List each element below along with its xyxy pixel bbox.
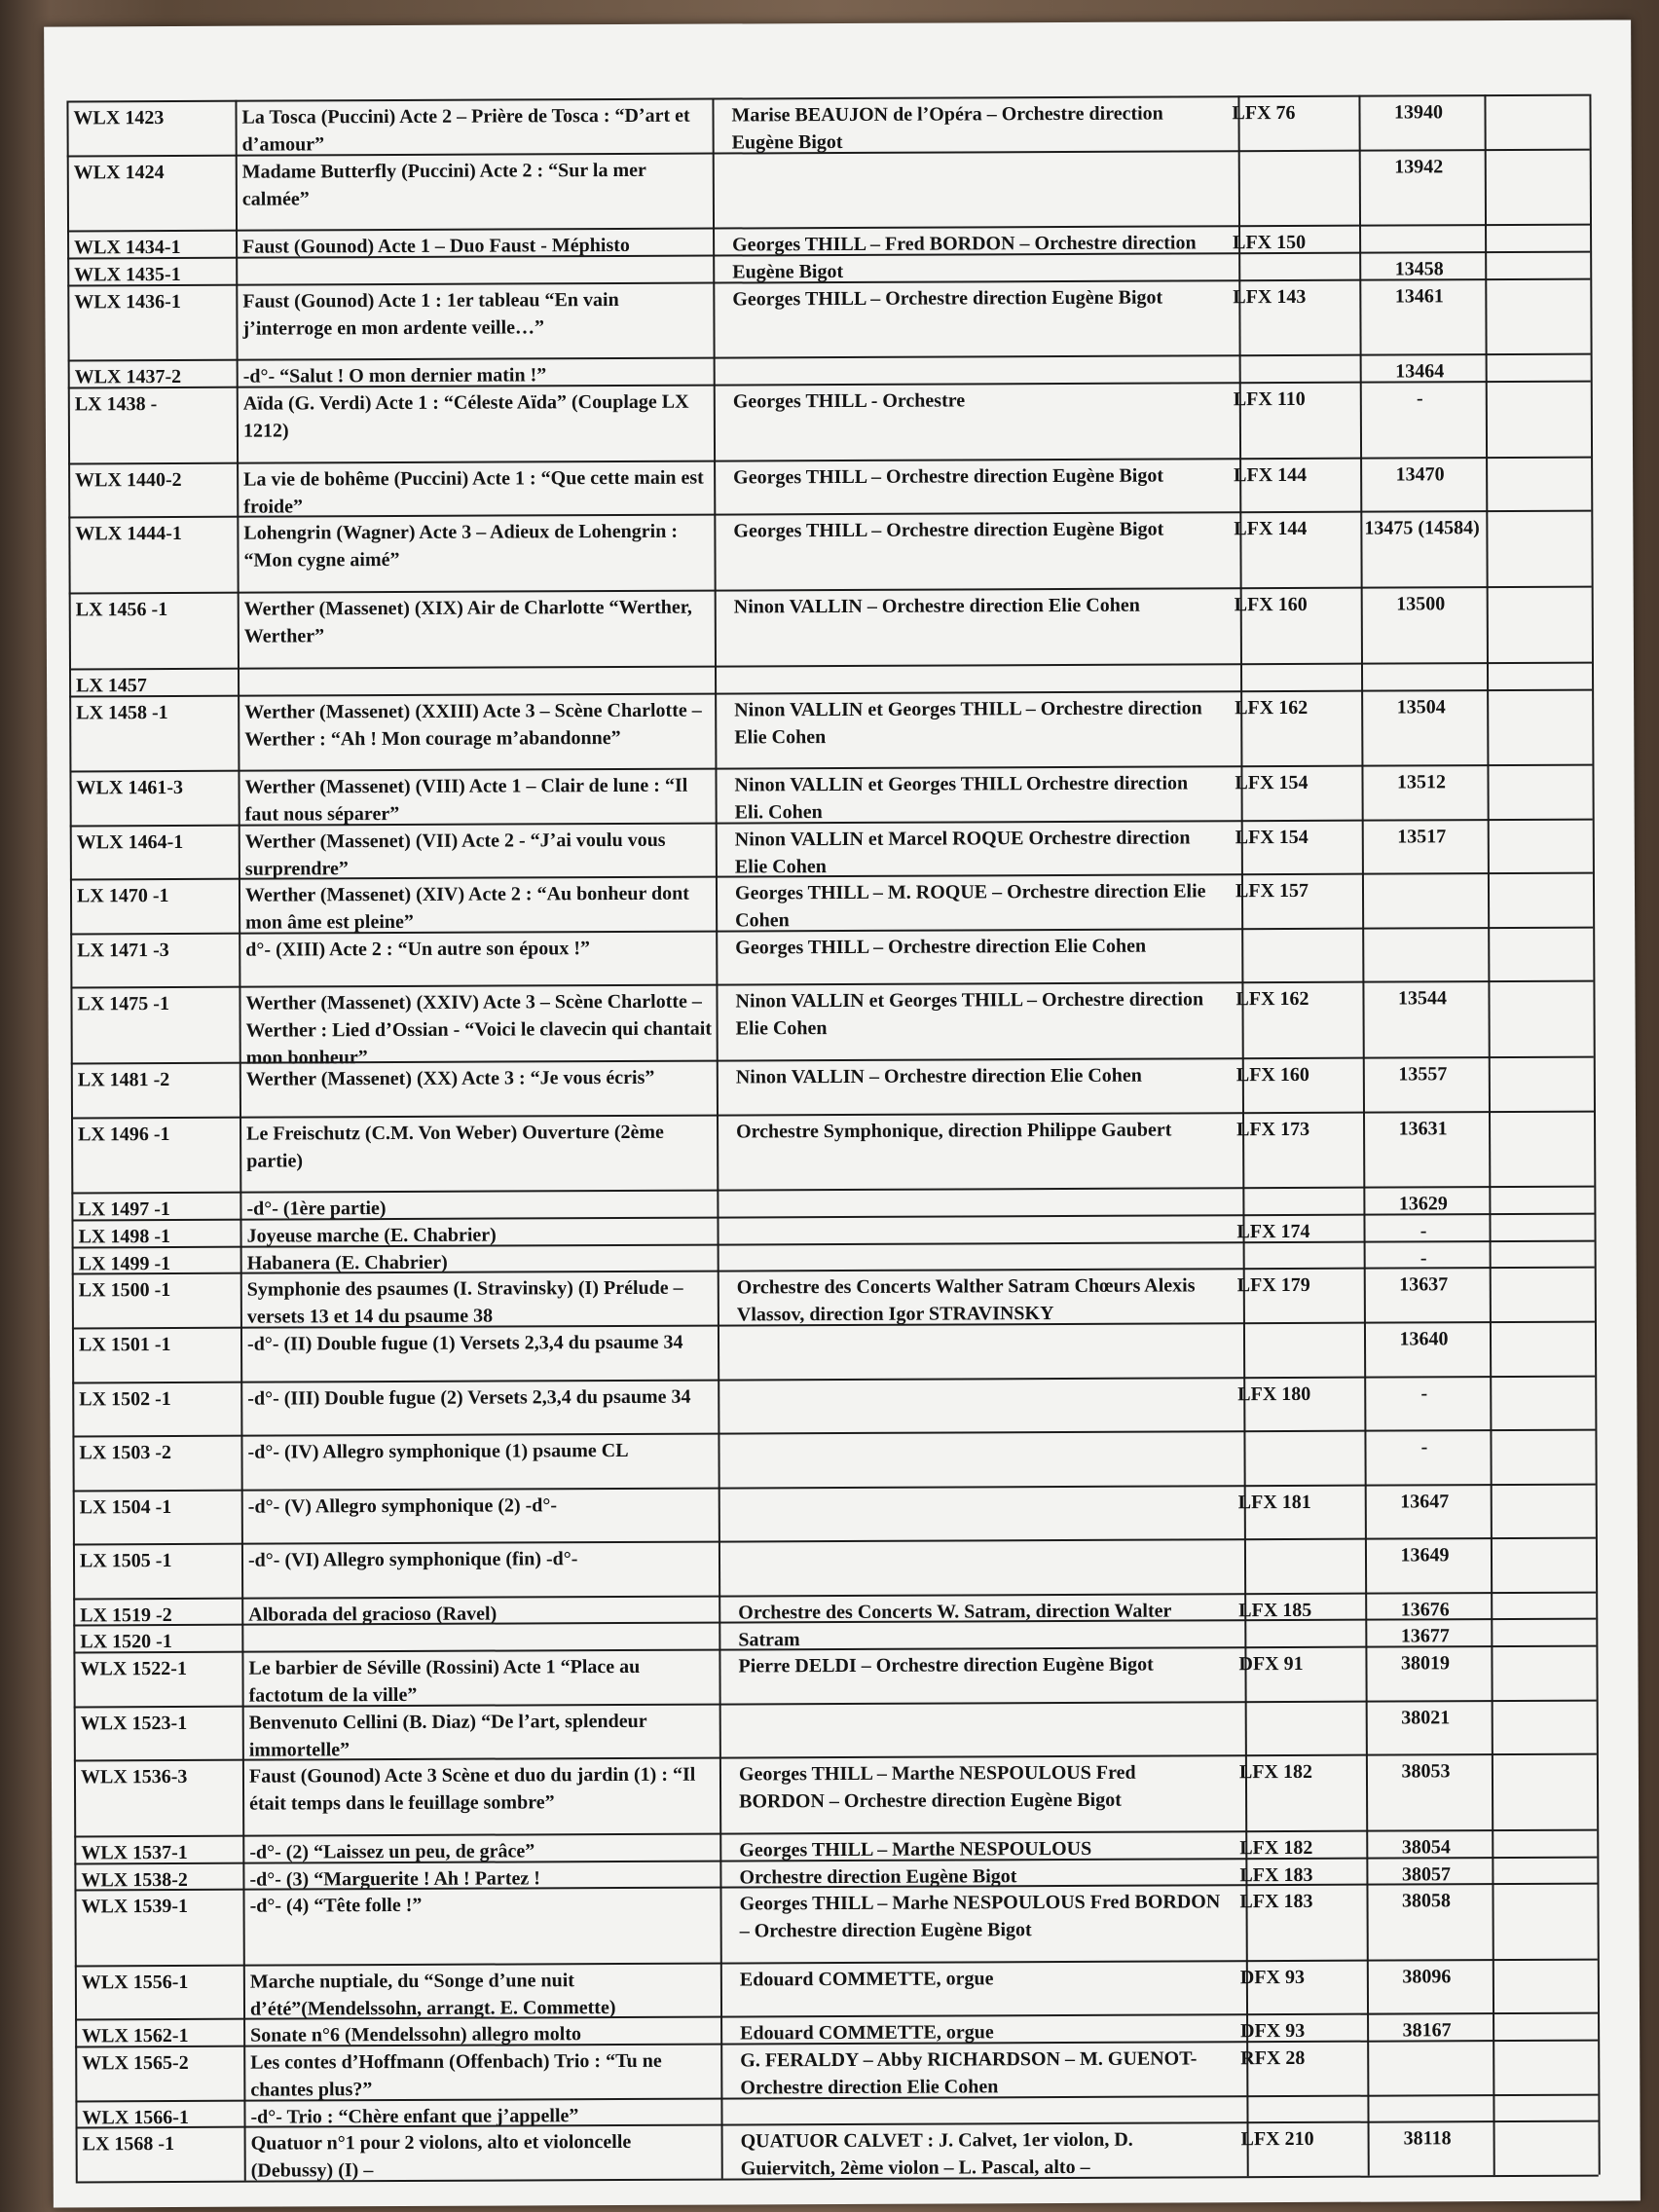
performers-cell	[736, 1218, 1223, 1235]
matrix-number-cell: WLX 1440-2	[75, 468, 182, 492]
work-title-cell: Faust (Gounod) Acte 3 Scène et duo du jardin (1) : “Il était temps dans le feuillage sombre”	[248, 1763, 696, 1815]
table-row	[76, 2120, 1599, 2181]
disc-number-cell: LFX 143	[1233, 285, 1307, 308]
performers-cell: Georges THILL – Marthe NESPOULOUS Fred BORDON – Orchestre direction Eugène Bigot	[738, 1761, 1136, 1813]
table-row	[73, 1537, 1596, 1598]
table-row	[72, 1375, 1595, 1435]
catalogue-number-cell	[1365, 666, 1477, 682]
disc-number-cell: DFX 93	[1239, 1966, 1306, 1989]
table-row	[67, 148, 1590, 231]
disc-number-cell	[1233, 256, 1359, 273]
work-title-cell	[248, 1626, 716, 1643]
table-row	[74, 1753, 1597, 1836]
catalogue-number-cell: 13517	[1397, 826, 1447, 848]
matrix-number-cell: LX 1496 -1	[78, 1123, 170, 1145]
performers-cell	[740, 2099, 1227, 2117]
matrix-number-cell: WLX 1522-1	[80, 1657, 187, 1680]
catalogue-number-cell	[1366, 876, 1478, 912]
table-row	[70, 980, 1593, 1069]
catalogue-number-cell: 13475 (14584)	[1364, 517, 1480, 540]
catalogue-number-cell: 38054	[1401, 1836, 1451, 1859]
work-title-cell: Joyeuse marche (E. Chabrier)	[246, 1224, 497, 1247]
disc-number-cell: LFX 144	[1234, 463, 1308, 487]
disc-number-cell	[1240, 2098, 1367, 2115]
matrix-number-cell: WLX 1565-2	[82, 2052, 189, 2075]
performers-cell	[739, 1705, 1226, 1742]
catalogue-number-cell: 38058	[1401, 1890, 1452, 1912]
matrix-number-cell: WLX 1461-3	[76, 777, 184, 799]
disc-number-cell	[1237, 1244, 1364, 1261]
performers-cell: Ninon VALLIN – Orchestre direction Elie Cohen	[735, 1064, 1142, 1088]
disc-number-cell	[1237, 1326, 1364, 1362]
disc-number-cell: LFX 183	[1239, 1863, 1313, 1886]
work-title-cell: Benvenuto Cellini (B. Diaz) “De l’art, splendeur immortelle”	[248, 1710, 647, 1761]
catalogue-number-cell: 38118	[1403, 2127, 1452, 2150]
disc-number-cell: LFX 162	[1235, 988, 1309, 1011]
disc-number-cell	[1238, 1623, 1365, 1640]
performers-cell	[737, 1434, 1224, 1471]
performers-cell	[736, 1192, 1223, 1209]
matrix-number-cell: WLX 1435-1	[74, 263, 181, 286]
matrix-number-cell: LX 1505 -1	[79, 1550, 172, 1572]
matrix-number-cell: WLX 1539-1	[81, 1896, 189, 1918]
catalogue-number-cell: 38021	[1401, 1706, 1451, 1729]
disc-number-cell: LFX 110	[1233, 388, 1306, 411]
performers-cell: Orchestre des Concerts W. Satram, direction Walter Satram	[738, 1600, 1172, 1650]
catalogue-number-cell	[1366, 931, 1478, 967]
performers-cell	[738, 1624, 1225, 1641]
performers-cell	[732, 154, 1219, 206]
matrix-number-cell: WLX 1538-2	[81, 1868, 188, 1891]
matrix-number-cell: WLX 1434-1	[74, 237, 181, 259]
performers-cell: Ninon VALLIN et Marcel ROQUE Orchestre direction Elie Cohen	[734, 827, 1191, 878]
table-row	[70, 818, 1593, 878]
disc-number-cell: LFX 144	[1234, 518, 1308, 540]
catalogue-number-cell: 38019	[1400, 1652, 1451, 1675]
table-row	[72, 1429, 1595, 1490]
table-row	[73, 1483, 1596, 1543]
catalogue-number-cell: 13677	[1400, 1625, 1450, 1647]
work-title-cell: -d°- Trio : “Chère enfant que j’appelle”	[250, 2104, 579, 2128]
work-title-cell: Werther (Massenet) (VII) Acte 2 - “J’ai voulu vous surprendre”	[244, 829, 666, 880]
table-row	[72, 1321, 1595, 1382]
matrix-number-cell: LX 1457	[76, 674, 147, 697]
disc-number-cell: RFX 28	[1240, 2047, 1306, 2070]
catalogue-number-cell: -	[1419, 1247, 1427, 1270]
table-row	[66, 94, 1589, 155]
disc-number-cell	[1236, 1191, 1363, 1207]
performers-cell: Ninon VALLIN et Georges THILL – Orchestre direction Elie Cohen	[735, 988, 1204, 1040]
disc-number-cell: LFX 173	[1236, 1118, 1310, 1140]
performers-cell: Orchestre direction Eugène Bigot	[739, 1864, 1017, 1888]
table-row	[69, 688, 1592, 771]
catalogue-number-cell: 13629	[1398, 1193, 1448, 1215]
work-title-cell: Werther (Massenet) (XXIV) Acte 3 – Scène Charlotte – Werther : Lied d’Ossian - “Voici le clavecin qui chantait mon bonheur”	[245, 990, 713, 1069]
performers-cell	[733, 359, 1220, 377]
work-title-cell: -d°- “Salut ! O mon dernier matin !”	[242, 364, 547, 388]
catalogue-number-cell: 13458	[1394, 258, 1444, 280]
matrix-number-cell: LX 1475 -1	[77, 993, 170, 1015]
disc-number-cell: DFX 93	[1240, 2020, 1306, 2043]
work-title-cell: -d°- (3) “Marguerite ! Ah ! Partez !	[249, 1866, 540, 1891]
disc-number-cell: LFX 181	[1237, 1491, 1311, 1513]
catalogue-number-cell	[1371, 2044, 1483, 2080]
work-title-cell: Werther (Massenet) (XIX) Air de Charlotte “Werther, Werther”	[243, 596, 692, 647]
work-title-cell: Werther (Massenet) (XXIII) Acte 3 – Scène Charlotte – Werther : “Ah ! Mon courage m’abandonne”	[244, 699, 702, 751]
performers-cell: Georges THILL – Orchestre direction Elie Cohen	[735, 935, 1147, 959]
work-title-cell	[242, 259, 710, 276]
work-title-cell: -d°- (4) “Tête folle !”	[249, 1895, 423, 1917]
work-title-cell: Marche nuptiale, du “Songe d’une nuit d’été”(Mendelssohn, arrangt. E. Commette)	[249, 1970, 616, 2020]
disc-number-cell	[1237, 1434, 1364, 1470]
disc-number-cell: LFX 182	[1239, 1836, 1313, 1859]
performers-cell: Georges THILL – M. ROQUE – Orchestre direction Elie Cohen	[734, 880, 1206, 932]
work-title-cell: La vie de bohême (Puccini) Acte 1 : “Que cette main est froide”	[243, 466, 704, 518]
disc-number-cell: LFX 76	[1232, 101, 1296, 125]
matrix-number-cell: WLX 1464-1	[76, 830, 184, 854]
catalogue-number-cell: 13461	[1394, 285, 1444, 308]
catalogue-number-cell	[1371, 2098, 1483, 2115]
disc-number-cell: LFX 160	[1235, 1063, 1309, 1087]
work-title-cell: -d°- (VI) Allegro symphonique (fin) -d°-	[247, 1548, 578, 1571]
performers-cell: Ninon VALLIN et Georges THILL – Orchestre direction Elie Cohen	[734, 696, 1202, 749]
table-row	[68, 510, 1591, 593]
catalogue-number-cell: 38167	[1402, 2019, 1452, 2042]
table-row	[69, 586, 1592, 669]
performers-cell: Ninon VALLIN et Georges THILL Orchestre direction Eli. Cohen	[734, 772, 1189, 824]
matrix-number-cell: LX 1481 -2	[77, 1069, 170, 1091]
work-title-cell: Lohengrin (Wagner) Acte 3 – Adieux de Lohengrin : “Mon cygne aimé”	[243, 521, 679, 572]
matrix-number-cell: WLX 1424	[73, 161, 165, 183]
catalogue-number-cell: 13647	[1400, 1490, 1450, 1513]
table-row	[73, 1645, 1596, 1706]
matrix-number-cell: LX 1519 -2	[80, 1604, 172, 1626]
work-title-cell: Habanera (E. Chabrier)	[246, 1251, 448, 1274]
work-title-cell: Werther (Massenet) (XIV) Acte 2 : “Au bonheur dont mon âme est pleine”	[244, 882, 689, 934]
disc-number-cell	[1235, 666, 1361, 682]
matrix-number-cell: LX 1458 -1	[76, 701, 168, 723]
performers-cell: Ninon VALLIN – Orchestre direction Elie Cohen	[733, 594, 1140, 618]
matrix-number-cell: LX 1470 -1	[76, 885, 169, 907]
matrix-number-cell: WLX 1423	[73, 107, 165, 129]
disc-number-cell	[1238, 1542, 1365, 1578]
disc-number-cell: LFX 150	[1233, 232, 1307, 254]
catalogue-number-cell: -	[1419, 1220, 1427, 1242]
performers-cell: Edouard COMMETTE, orgue	[739, 1968, 994, 1991]
catalogue-number-cell: 13940	[1393, 101, 1444, 124]
performers-cell: Georges THILL – Marhe NESPOULOUS Fred BORDON – Orchestre direction Eugène Bigot	[739, 1891, 1221, 1942]
catalogue-number-cell: 13640	[1399, 1328, 1449, 1350]
work-title-cell: Sonate n°6 (Mendelssohn) allegro molto	[250, 2023, 582, 2047]
catalogue-number-cell: 13500	[1396, 593, 1446, 615]
performers-cell: Orchestre Symphonique, direction Philippe Gaubert	[736, 1119, 1172, 1142]
work-title-cell: -d°- (II) Double fugue (1) Versets 2,3,4 du psaume 34	[246, 1331, 683, 1355]
catalogue-number-cell: 13637	[1399, 1273, 1449, 1296]
matrix-number-cell: LX 1503 -2	[79, 1442, 172, 1464]
table-row	[74, 1699, 1597, 1759]
work-title-cell: Werther (Massenet) (XX) Acte 3 : “Je vous écris”	[245, 1066, 655, 1090]
work-title-cell: Aïda (G. Verdi) Acte 1 : “Céleste Aïda” (Couplage LX 1212)	[242, 390, 689, 442]
disc-number-cell: LFX 180	[1237, 1382, 1311, 1405]
catalogue-number-cell: 13504	[1396, 695, 1446, 719]
matrix-number-cell: LX 1498 -1	[78, 1225, 171, 1248]
performers-cell: G. FERALDY – Abby RICHARDSON – M. GUENOT- Orchestre direction Elie Cohen	[740, 2047, 1198, 2099]
performers-cell: QUATUOR CALVET : J. Calvet, 1er violon, D. Guiervitch, 2ème violon – L. Pascal, alto –	[740, 2129, 1133, 2180]
work-title-cell: Le Freischutz (C.M. Von Weber) Ouverture (2ème partie)	[246, 1121, 664, 1172]
work-title-cell: Le barbier de Séville (Rossini) Acte 1 “Place au factotum de la ville”	[248, 1655, 641, 1707]
catalogue-number-cell: 38096	[1402, 1966, 1452, 1988]
disc-number-cell: LFX 162	[1235, 696, 1309, 719]
performers-cell: Pierre DELDI – Orchestre direction Eugène Bigot	[738, 1653, 1154, 1677]
catalogue-number-cell: 13470	[1395, 463, 1445, 486]
disc-number-cell	[1235, 931, 1362, 967]
catalogue-number-cell: 13512	[1396, 771, 1447, 793]
matrix-number-cell: WLX 1562-1	[82, 2025, 189, 2047]
performers-cell	[732, 256, 1219, 274]
work-title-cell: -d°- (V) Allegro symphonique (2) -d°-	[247, 1493, 558, 1518]
disc-number-cell: LFX 183	[1239, 1891, 1313, 1913]
discography-table	[66, 94, 1598, 2182]
work-title-cell: -d°- (1ère partie)	[246, 1198, 387, 1220]
matrix-number-cell: WLX 1536-3	[80, 1765, 188, 1788]
catalogue-number-cell: -	[1420, 1436, 1428, 1458]
disc-number-cell: LFX 154	[1235, 826, 1309, 849]
work-title-cell: Alborada del gracioso (Ravel)	[248, 1603, 498, 1626]
catalogue-number-cell: 13676	[1400, 1598, 1450, 1621]
performers-cell	[738, 1542, 1225, 1579]
table-row	[67, 277, 1590, 360]
performers-cell: Orchestre des Concerts Walther Satram Chœurs Alexis Vlassov, direction Igor STRAVINSKY	[736, 1274, 1196, 1326]
performers-cell: Georges THILL – Orchestre direction Eugène Bigot	[733, 518, 1164, 542]
disc-number-cell: LFX 154	[1235, 772, 1309, 794]
performers-cell: Georges THILL – Fred BORDON – Orchestre direction Eugène Bigot	[732, 232, 1197, 283]
catalogue-number-cell: 38057	[1401, 1862, 1451, 1885]
matrix-number-cell: LX 1456 -1	[75, 599, 168, 621]
performers-cell: Edouard COMMETTE, orgue	[740, 2021, 994, 2045]
catalogue-number-cell: 13649	[1400, 1544, 1450, 1567]
table-row	[69, 764, 1592, 825]
disc-number-cell	[1233, 153, 1359, 204]
catalogue-number-cell: -	[1420, 1382, 1428, 1404]
paper-sheet	[44, 19, 1641, 2207]
disc-number-cell: LFX 179	[1236, 1274, 1310, 1297]
matrix-number-cell: LX 1520 -1	[80, 1631, 172, 1653]
matrix-number-cell: WLX 1437-2	[74, 366, 182, 388]
table-row	[68, 457, 1591, 517]
work-title-cell: La Tosca (Puccini) Acte 2 – Prière de Tosca : “D’art et d’amour”	[241, 104, 690, 156]
work-title-cell: Faust (Gounod) Acte 1 – Duo Faust - Méphisto	[242, 235, 630, 258]
matrix-number-cell: LX 1499 -1	[78, 1252, 171, 1275]
performers-cell	[737, 1245, 1224, 1263]
table-row	[75, 2040, 1598, 2100]
disc-number-cell: LFX 160	[1234, 594, 1308, 616]
disc-number-cell: LFX 174	[1236, 1220, 1310, 1243]
work-title-cell: d°- (XIII) Acte 2 : “Un autre son époux !”	[245, 937, 591, 961]
performers-cell: Georges THILL – Orchestre direction Eugène Bigot	[733, 464, 1164, 489]
table-row	[72, 1267, 1595, 1327]
work-title-cell: Quatuor n°1 pour 2 violons, alto et violoncelle (Debussy) (I) –	[250, 2131, 632, 2183]
catalogue-number-cell: 13631	[1398, 1117, 1448, 1140]
matrix-number-cell: LX 1501 -1	[78, 1333, 171, 1356]
catalogue-number-cell: -	[1416, 387, 1423, 410]
matrix-number-cell: WLX 1537-1	[81, 1841, 188, 1864]
matrix-number-cell: LX 1568 -1	[82, 2133, 175, 2156]
disc-number-cell: LFX 185	[1238, 1599, 1312, 1621]
catalogue-number-cell: 13464	[1395, 360, 1445, 383]
matrix-number-cell: LX 1438 -	[74, 393, 158, 416]
performers-cell	[738, 1489, 1225, 1526]
work-title-cell	[244, 669, 712, 686]
matrix-number-cell: LX 1471 -3	[77, 939, 169, 962]
matrix-number-cell: WLX 1566-1	[82, 2106, 189, 2129]
work-title-cell: Les contes d’Hoffmann (Offenbach) Trio : “Tu ne chantes plus?”	[250, 2050, 662, 2101]
table-row	[71, 1110, 1594, 1193]
table-row	[70, 926, 1593, 986]
performers-cell: Georges THILL - Orchestre	[732, 389, 966, 413]
disc-number-cell: LFX 210	[1240, 2128, 1314, 2151]
matrix-number-cell: LX 1504 -1	[79, 1495, 172, 1518]
catalogue-number-cell	[1363, 228, 1475, 244]
performers-cell	[737, 1381, 1224, 1418]
performers-cell: Georges THILL – Marthe NESPOULOUS	[739, 1837, 1092, 1862]
performers-cell: Georges THILL – Orchestre direction Eugène Bigot	[732, 286, 1163, 311]
catalogue-number-cell: 38053	[1401, 1760, 1451, 1783]
work-title-cell: Faust (Gounod) Acte 1 : 1er tableau “En vain j’interroge en mon ardente veille…”	[242, 288, 619, 340]
disc-number-cell	[1234, 358, 1360, 375]
table-row	[68, 381, 1591, 463]
work-title-cell: -d°- (IV) Allegro symphonique (1) psaume CL	[247, 1439, 629, 1463]
disc-number-cell: DFX 91	[1238, 1652, 1304, 1676]
table-row	[70, 872, 1593, 933]
work-title-cell: -d°- (III) Double fugue (2) Versets 2,3,4 du psaume 34	[247, 1385, 691, 1410]
catalogue-number-cell: 13557	[1398, 1063, 1448, 1086]
matrix-number-cell: WLX 1523-1	[80, 1712, 188, 1734]
performers-cell: Marise BEAUJON de l’Opéra – Orchestre direction Eugène Bigot	[731, 102, 1163, 154]
catalogue-number-cell: 13942	[1394, 155, 1444, 178]
performers-cell	[737, 1326, 1224, 1363]
disc-number-cell: LFX 157	[1235, 880, 1309, 903]
catalogue-number-cell: 13544	[1397, 987, 1448, 1010]
work-title-cell: Werther (Massenet) (VIII) Acte 1 – Clair de lune : “Il faut nous séparer”	[244, 774, 688, 826]
performers-cell	[734, 667, 1221, 684]
work-title-cell: Symphonie des psaumes (I. Stravinsky) (I) Prélude – versets 13 et 14 du psaume 38	[246, 1277, 683, 1329]
table-row	[71, 1056, 1594, 1117]
matrix-number-cell: WLX 1436-1	[74, 290, 181, 313]
matrix-number-cell: WLX 1444-1	[75, 523, 182, 545]
table-row	[75, 1959, 1598, 2019]
matrix-number-cell: LX 1502 -1	[79, 1387, 171, 1410]
table-row	[74, 1883, 1597, 1966]
disc-number-cell: LFX 182	[1238, 1760, 1313, 1784]
matrix-number-cell: LX 1497 -1	[78, 1198, 170, 1221]
matrix-number-cell: WLX 1556-1	[81, 1971, 189, 1994]
matrix-number-cell: LX 1500 -1	[78, 1279, 171, 1302]
work-title-cell: -d°- (2) “Laissez un peu, de grâce”	[249, 1840, 535, 1863]
work-title-cell: Madame Butterfly (Puccini) Acte 2 : “Sur la mer calmée”	[241, 159, 646, 210]
disc-number-cell	[1239, 1704, 1366, 1740]
